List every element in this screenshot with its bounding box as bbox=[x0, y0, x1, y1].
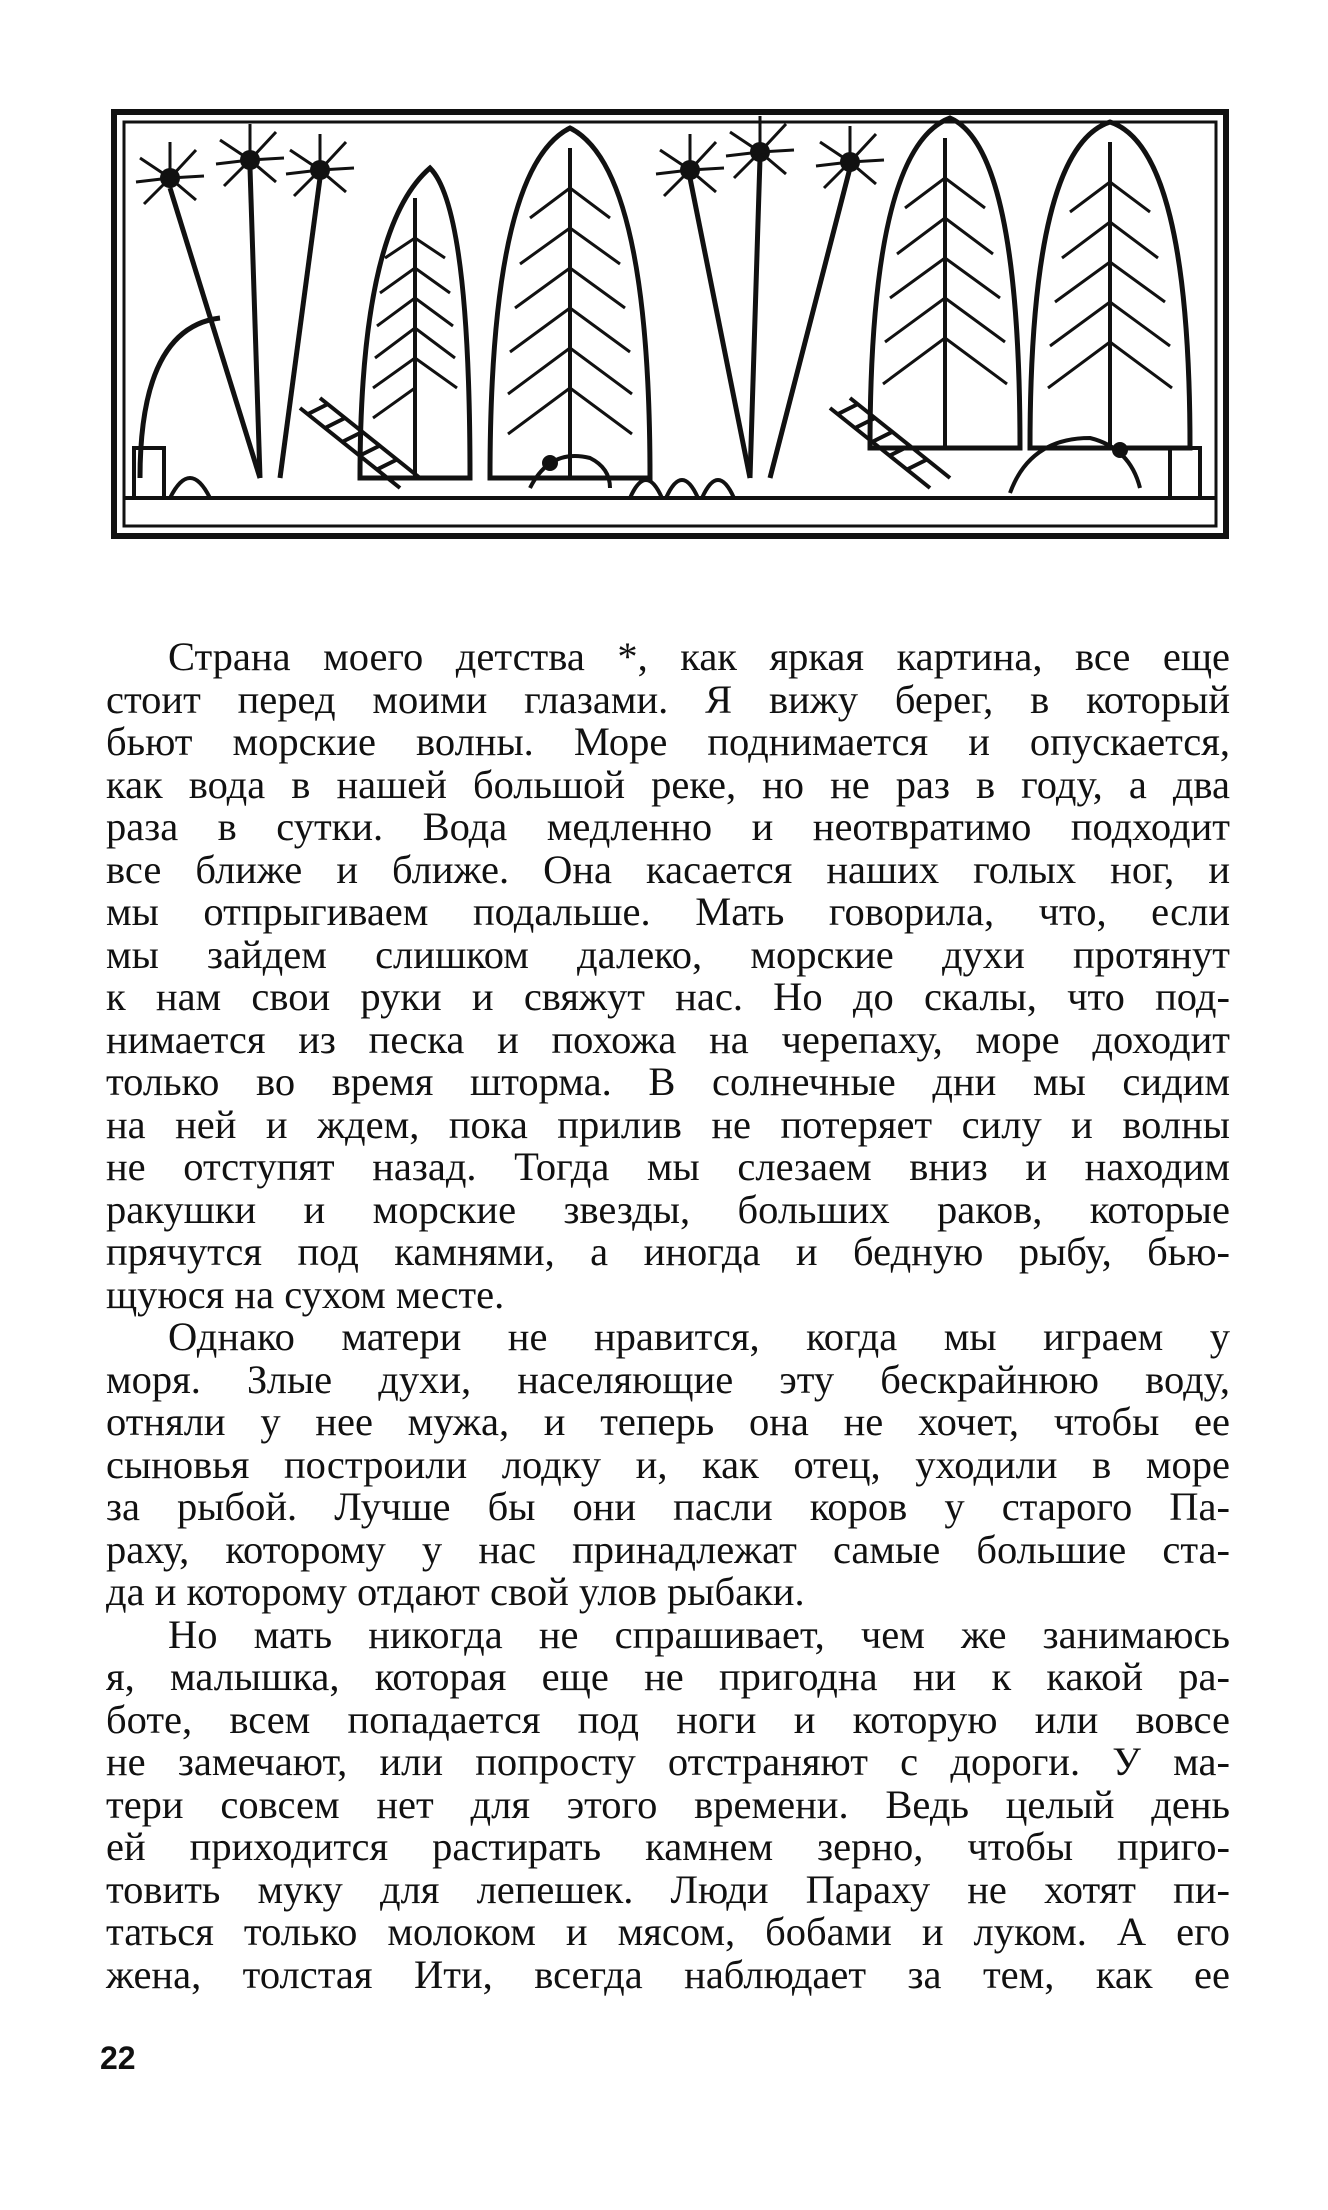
text-line: ракушки и морские звезды, больших раков, которые bbox=[106, 1186, 1230, 1232]
text-line: мы зайдем слишком далеко, морские духи протянут bbox=[106, 931, 1230, 977]
main-text bbox=[106, 636, 1230, 1996]
text-line: Страна моего детства *, как яркая картина, все еще bbox=[168, 634, 1230, 679]
cypress-tree-4 bbox=[1030, 122, 1190, 448]
text-line: раху, которому у нас принадлежат самые большие ста- bbox=[106, 1526, 1230, 1572]
text-line: боте, всем попадается под ноги и которую или вовсе bbox=[106, 1696, 1230, 1742]
text-line: жена, толстая Ити, всегда наблюдает за тем, как ее bbox=[106, 1951, 1230, 1997]
text-line: да и которому отдают свой улов рыбаки. bbox=[106, 1569, 805, 1614]
ladder-center bbox=[830, 398, 950, 488]
paragraph-3 bbox=[106, 1611, 1230, 1997]
text-line: как вода в нашей большой реке, но не раз в году, а два bbox=[106, 761, 1230, 807]
text-line: товить муку для лепешек. Люди Параху не хотят пи- bbox=[106, 1866, 1230, 1912]
text-line: нимается из песка и похожа на черепаху, море доходит bbox=[106, 1016, 1230, 1062]
text-line: таться только молоком и мясом, бобами и луком. А его bbox=[106, 1909, 1230, 1954]
text-line: к нам свои руки и свяжут нас. Но до скалы, что под- bbox=[106, 974, 1230, 1019]
text-line: я, малышка, которая еще не пригодна ни к какой ра- bbox=[106, 1654, 1230, 1699]
text-line: щуюся на сухом месте. bbox=[106, 1271, 505, 1317]
page-number: 22 bbox=[100, 2040, 136, 2076]
text-line: за рыбой. Лучше бы они пасли коров у старого Па- bbox=[106, 1484, 1230, 1529]
text-line: Однако матери не нравится, когда мы играем у bbox=[168, 1314, 1230, 1359]
text-line: отняли у нее мужа, и теперь она не хочет, чтобы ее bbox=[106, 1399, 1230, 1444]
text-line: тери совсем нет для этого времени. Ведь целый день bbox=[106, 1781, 1230, 1827]
text-line: только во время шторма. В солнечные дни мы сидим bbox=[106, 1059, 1230, 1104]
text-line: бьют морские волны. Море поднимается и опускается, bbox=[106, 719, 1230, 764]
paragraph-2 bbox=[106, 1316, 1230, 1614]
text-line: сыновья построили лодку и, как отец, уходили в море bbox=[106, 1441, 1230, 1487]
text-line: Но мать никогда не спрашивает, чем же занимаюсь bbox=[168, 1611, 1230, 1657]
frieze-base-ornament bbox=[134, 448, 1200, 498]
frieze-inner-frame bbox=[124, 122, 1216, 526]
text-line: раза в сутки. Вода медленно и неотвратимо подходит bbox=[106, 804, 1230, 849]
text-line: на ней и ждем, пока прилив не потеряет силу и волны bbox=[106, 1101, 1230, 1147]
cypress-tree-3 bbox=[870, 118, 1020, 448]
text-line: моря. Злые духи, населяющие эту бескрайнюю воду, bbox=[106, 1356, 1230, 1402]
frieze-drawing bbox=[110, 108, 1230, 540]
text-line: ей приходится растирать камнем зерно, чтобы приго- bbox=[106, 1824, 1230, 1869]
text-line: все ближе и ближе. Она касается наших голых ног, и bbox=[106, 846, 1230, 892]
text-line: прячутся под камнями, а иногда и бедную рыбу, бью- bbox=[106, 1229, 1230, 1274]
paragraph-1 bbox=[106, 636, 1230, 1316]
cypress-tree-1 bbox=[360, 168, 470, 478]
cypress-tree-2 bbox=[490, 128, 650, 478]
text-line: не отступят назад. Тогда мы слезаем вниз и находим bbox=[106, 1144, 1230, 1189]
text-line: мы отпрыгиваем подальше. Мать говорила, что, если bbox=[106, 889, 1230, 934]
text-line: не замечают, или попросту отстраняют с дороги. У ма- bbox=[106, 1739, 1230, 1784]
header-illustration-frieze bbox=[110, 108, 1230, 540]
text-line: стоит перед моими глазами. Я вижу берег, в который bbox=[106, 676, 1230, 722]
